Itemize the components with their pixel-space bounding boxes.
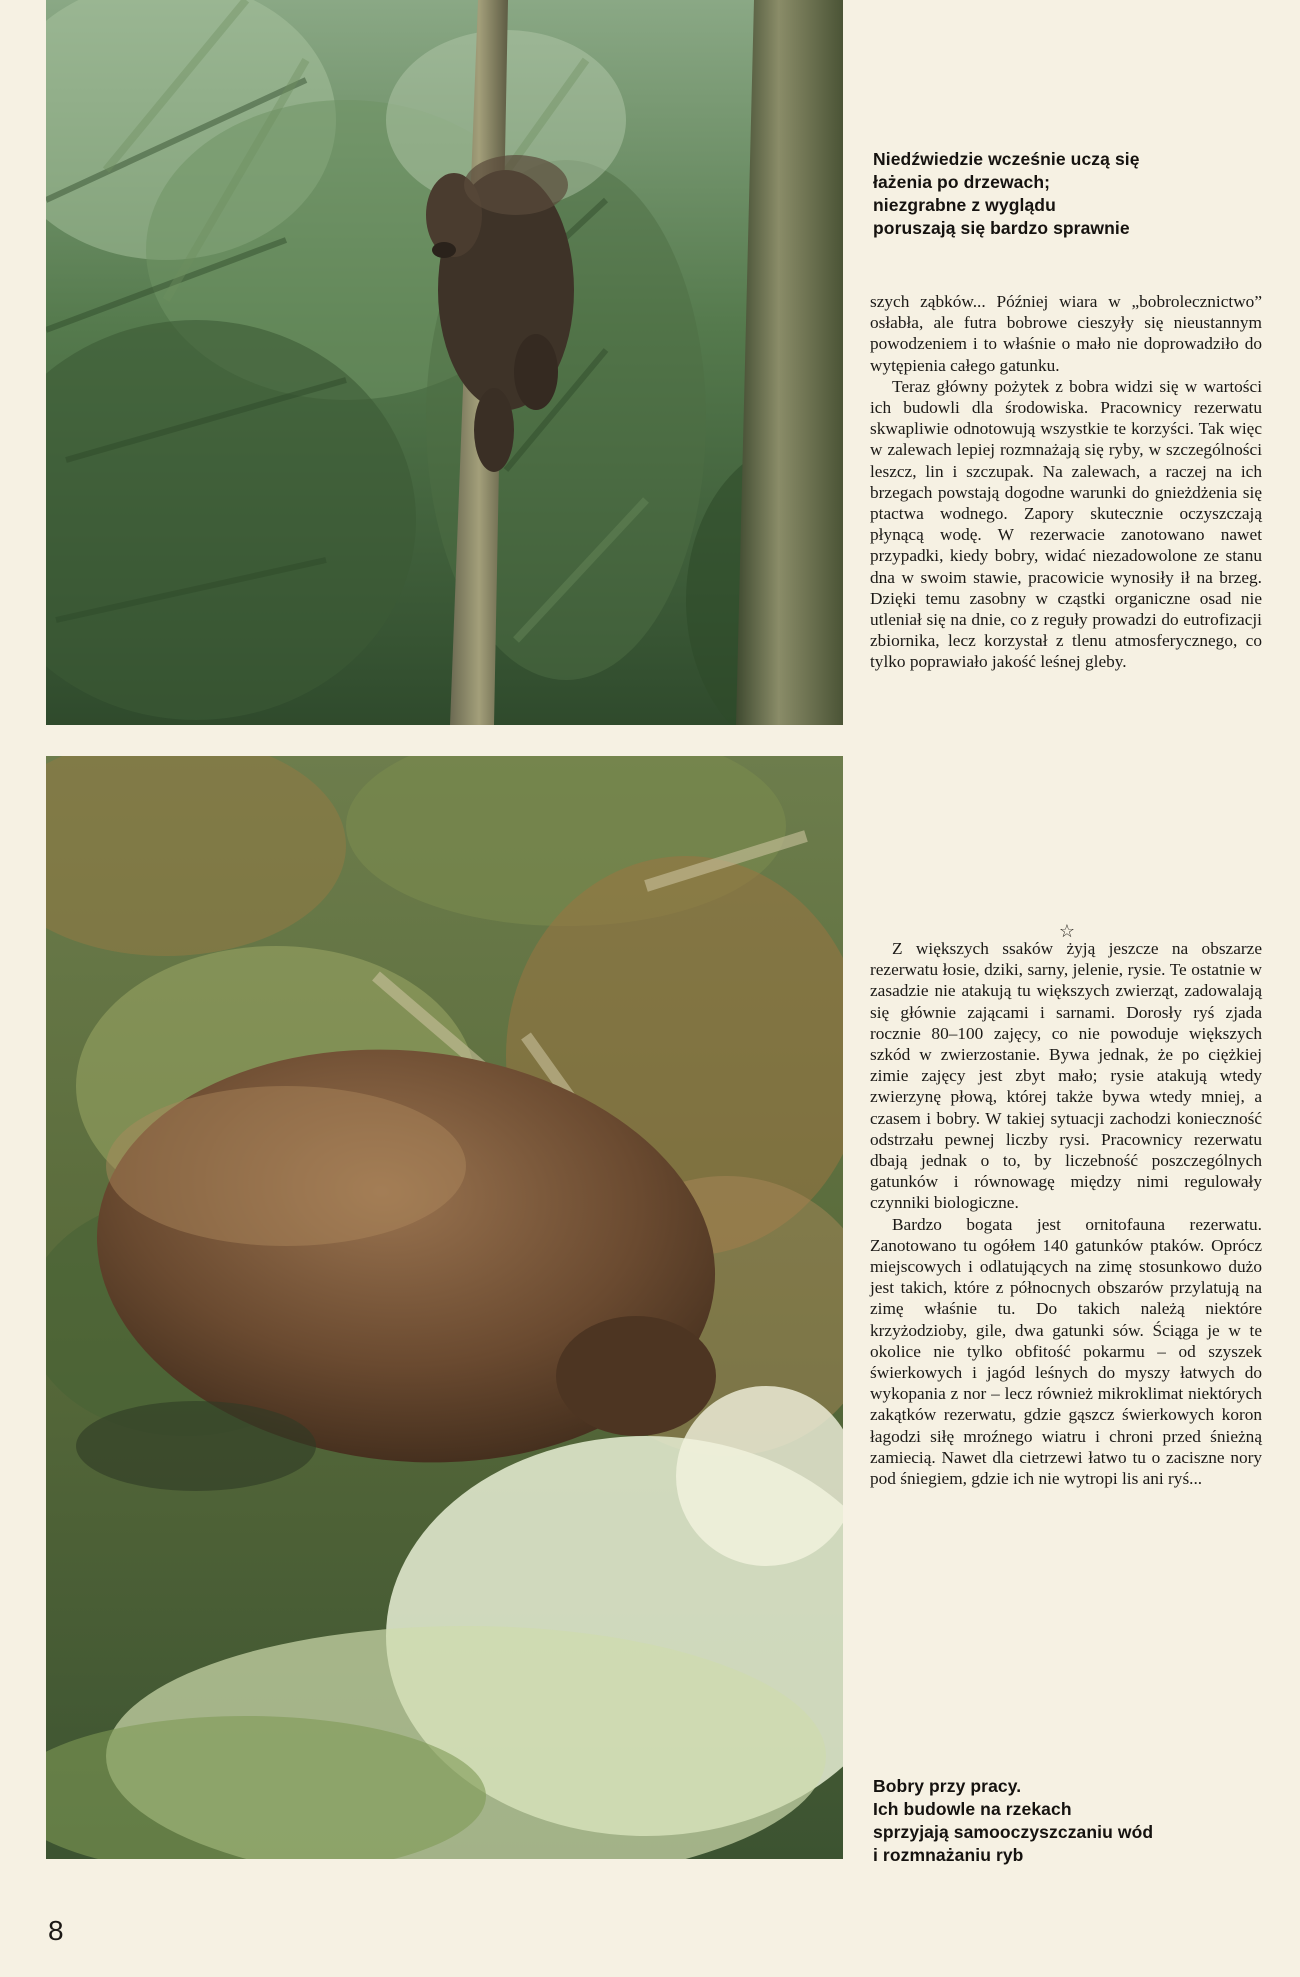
caption-line: niezgrabne z wyglądu [873, 195, 1056, 215]
caption-line: i rozmnażaniu ryb [873, 1845, 1024, 1865]
caption-line: łażenia po drzewach; [873, 172, 1051, 192]
page-number: 8 [48, 1915, 64, 1946]
caption-line: Niedźwiedzie wcześnie uczą się [873, 149, 1140, 169]
photo-caption-beaver [873, 1775, 1253, 1867]
section-separator-star: ☆ [1058, 921, 1076, 941]
caption-line: Bobry przy pracy. [873, 1776, 1022, 1796]
article-paragraph: Teraz główny pożytek z bobra widzi się w wartości ich budowli dla środowiska. Pracownicy rezerwatu skwapliwie odnotowują wszystkie te korzyści. Tak więc w zalewach lepiej rozmnażają się ryby, w szczególności leszcz, lin i szczupak. Na zalewach, a raczej na ich brzegach powstają dogodne warunki do gnieżdżenia się ptactwa wodnego. Zapory skutecznie oczyszczają płynącą wodę. W rezerwacie zanotowano nawet przypadki, kiedy bobry, widać niezadowolone ze stanu dna w swoim stawie, pracowicie wynosiły ił na brzeg. Dzięki temu zasobny w cząstki organiczne osad nie utleniał się na dnie, co z reguły prowadzi do eutrofizacji zbiornika, lecz korzystał z tlenu atmosferycznego, co tylko poprawiało jakość leśnej gleby. [870, 376, 1262, 672]
caption-line: sprzyjają samooczyszczaniu wód [873, 1822, 1154, 1842]
article-paragraph: Bardzo bogata jest ornitofauna rezerwatu. Zanotowano tu ogółem 140 gatunków ptaków. Oprócz miejscowych i odlatujących na zimę stosunkowo dużo jest takich, które z północnych obszarów przylatują na zimę właśnie tu. Do takich należą niektóre krzyżodzioby, gile, dwa gatunki sów. Ściąga je w te okolice nie tylko obfitość pokarmu – od szyszek świerkowych i jagód leśnych do myszy łatwych do wykopania z nor – lecz również mikroklimat niektórych zakątków rezerwatu, gdzie gąszcz świerkowych koron łagodzi siłę mroźnego wiatru i chroni przed śnieżną zamiecią. Nawet dla cietrzewi łatwo tu o zaciszne nory pod śniegiem, gdzie ich nie wytropi lis ani ryś... [870, 1214, 1262, 1489]
article-column-part1 [870, 291, 1262, 673]
caption-line: Ich budowle na rzekach [873, 1799, 1072, 1819]
caption-line: poruszają się bardzo sprawnie [873, 218, 1130, 238]
photo-beaver-at-water [46, 756, 843, 1859]
photo-bear-climbing-tree [46, 0, 843, 725]
article-paragraph: szych ząbków... Później wiara w „bobrolecznictwo” osłabła, ale futra bobrowe cieszyły się nieustannym powodzeniem i to właśnie o mało nie doprowadziło do wytępienia całego gatunku. [870, 292, 1262, 375]
article-paragraph: Z większych ssaków żyją jeszcze na obszarze rezerwatu łosie, dziki, sarny, jelenie, rysie. Te ostatnie w zasadzie nie atakują tu większych zwierząt, zadowalają się głównie zającami i sarnami. Dorosły ryś zjada rocznie 80–100 zajęcy, co nie powoduje większych szkód w zwierzostanie. Bywa jednak, że po ciężkiej zimie zajęcy jest zbyt mało; rysie atakują wtedy zwierzynę płową, której także bywa wtedy mniej, a czasem i bobry. W takiej sytuacji zachodzi konieczność odstrzału pewnej liczby rysi. Pracownicy rezerwatu dbają jednak o to, by liczebność poszczególnych gatunków i równowagę między nimi regulowały czynniki biologiczne. [870, 939, 1262, 1213]
article-column-part2 [870, 938, 1262, 1489]
photo-caption-bear [873, 148, 1253, 240]
